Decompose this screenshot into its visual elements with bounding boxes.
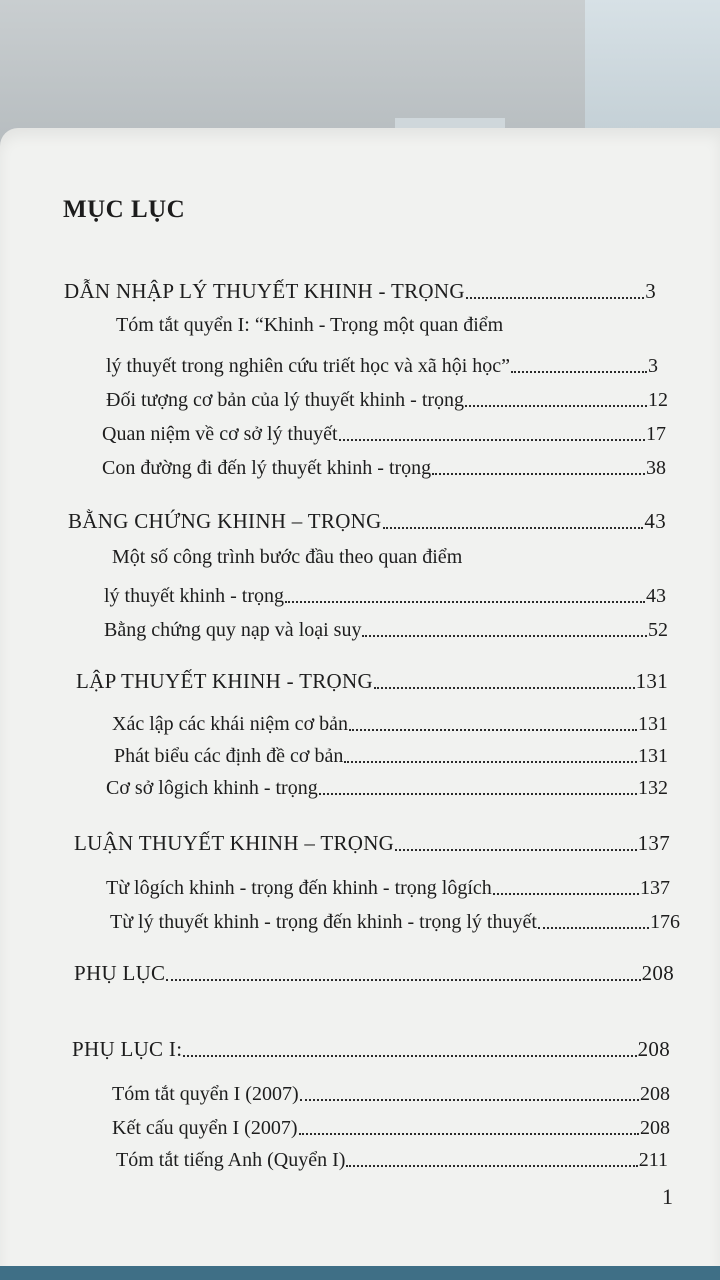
dot-leader	[465, 405, 647, 407]
toc-entry-page: 12	[648, 389, 668, 411]
toc-entry-title: Kết cấu quyển I (2007)	[112, 1117, 298, 1139]
toc-entry-page: 38	[646, 457, 666, 479]
toc-entry	[102, 452, 666, 480]
toc-entry-title: Phát biểu các định đề cơ bản	[114, 745, 344, 767]
dot-leader	[285, 601, 645, 603]
dot-leader	[344, 761, 637, 763]
dot-leader	[346, 1165, 637, 1167]
dot-leader	[374, 687, 635, 689]
toc-heading: MỤC LỤC	[63, 196, 186, 223]
toc-entry-title: Từ lôgích khinh - trọng đến khinh - trọng lôgích	[106, 877, 492, 899]
toc-entry	[112, 1078, 670, 1106]
toc-entry-section	[76, 666, 668, 694]
toc-entry-title: Con đường đi đến lý thuyết khinh - trọng	[102, 457, 432, 479]
toc-entry-section	[68, 506, 666, 534]
toc-entry-title: Xác lập các khái niệm cơ bản	[112, 713, 349, 735]
toc-entry-title: LẬP THUYẾT KHINH - TRỌNG	[76, 669, 373, 693]
toc-entry-title: Bằng chứng quy nạp và loại suy	[104, 619, 362, 641]
toc-entry-title: Tóm tắt quyển I (2007)	[112, 1083, 299, 1105]
toc-entry-page: 131	[638, 713, 668, 735]
dot-leader	[319, 793, 637, 795]
toc-entry-section	[72, 1034, 670, 1062]
dot-leader	[493, 893, 639, 895]
toc-entry-section	[74, 958, 674, 986]
toc-entry-title: lý thuyết khinh - trọng	[104, 585, 284, 607]
toc-entry-page: 52	[648, 619, 668, 641]
toc-entry-title: Tóm tắt tiếng Anh (Quyển I)	[116, 1149, 346, 1171]
toc-entry	[106, 350, 658, 378]
dot-leader	[466, 297, 644, 299]
toc-entry	[112, 1112, 670, 1140]
dot-leader	[300, 1099, 639, 1101]
toc-entry-page: 208	[640, 1117, 670, 1139]
toc-entry-title-line1: Một số công trình bước đầu theo quan điểm	[112, 546, 463, 568]
dot-leader	[395, 849, 636, 851]
toc-entry-page: 131	[638, 745, 668, 767]
toc-entry	[104, 614, 668, 642]
toc-entry-page: 17	[646, 423, 666, 445]
toc-entry-page: 211	[638, 1149, 668, 1171]
dot-leader	[339, 439, 645, 441]
toc-entry-title: lý thuyết trong nghiên cứu triết học và xã hội học”	[106, 355, 511, 377]
toc-entry-title: PHỤ LỤC I:	[72, 1037, 183, 1061]
toc-entry-page: 3	[648, 355, 658, 377]
toc-entry-page: 208	[641, 961, 674, 985]
toc-entry	[106, 772, 668, 800]
toc-entry	[106, 384, 668, 412]
toc-entry-title: Đối tượng cơ bản của lý thuyết khinh - trọng	[106, 389, 465, 411]
toc-entry-title: PHỤ LỤC	[74, 961, 166, 985]
dot-leader	[432, 473, 645, 475]
page-number: 1	[662, 1184, 673, 1209]
toc-entry	[112, 708, 668, 736]
toc-entry-page: 208	[640, 1083, 670, 1105]
dot-leader	[383, 527, 644, 529]
toc-entry-title: Từ lý thuyết khinh - trọng đến khinh - trọng lý thuyết	[110, 911, 537, 933]
toc-entry-section	[64, 276, 656, 304]
toc-entry	[104, 580, 666, 608]
toc-entry-title-line1: Tóm tắt quyển I: “Khinh - Trọng một quan điểm	[116, 314, 504, 336]
dot-leader	[511, 371, 647, 373]
dot-leader	[349, 729, 637, 731]
toc-entry-page: 137	[640, 877, 670, 899]
dot-leader	[299, 1133, 640, 1135]
toc-entry-page: 3	[645, 279, 656, 303]
toc-entry-title: Quan niệm về cơ sở lý thuyết	[102, 423, 338, 445]
toc-entry	[114, 740, 668, 768]
toc-entry-title: Cơ sở lôgich khinh - trọng	[106, 777, 318, 799]
toc-entry-page: 131	[635, 669, 668, 693]
toc-entry	[106, 872, 670, 900]
toc-entry-page: 176	[650, 911, 680, 933]
toc-entry-page: 137	[637, 831, 670, 855]
toc-entry-title: BẰNG CHỨNG KHINH – TRỌNG	[68, 509, 382, 533]
toc-entry-title: DẪN NHẬP LÝ THUYẾT KHINH - TRỌNG	[64, 279, 465, 303]
toc-entry-page: 43	[646, 585, 666, 607]
dot-leader	[166, 979, 640, 981]
toc-entry-page: 43	[644, 509, 666, 533]
toc-entry-page: 132	[638, 777, 668, 799]
toc-entry-section	[74, 828, 670, 856]
dot-leader	[183, 1055, 636, 1057]
toc-entry	[110, 906, 680, 934]
toc-entry	[116, 1144, 668, 1172]
toc-entry-title: LUẬN THUYẾT KHINH – TRỌNG	[74, 831, 395, 855]
toc-entry-page: 208	[637, 1037, 670, 1061]
dot-leader	[538, 927, 649, 929]
dot-leader	[362, 635, 647, 637]
toc-entry	[102, 418, 666, 446]
